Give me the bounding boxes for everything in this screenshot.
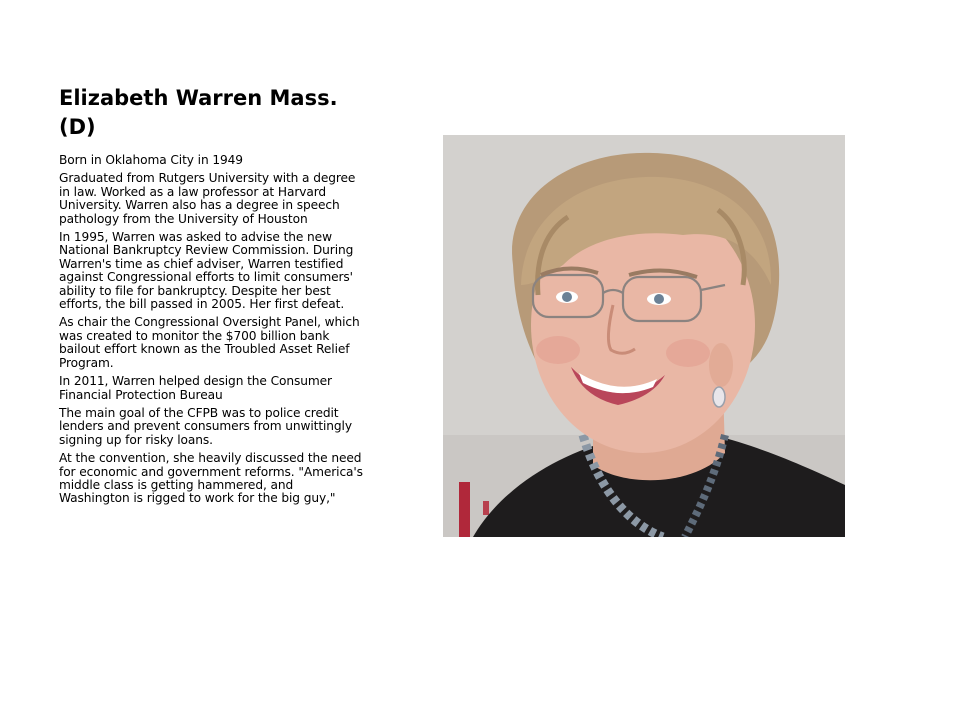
bullet-item: In 2011, Warren helped design the Consumer Financial Protection Bureau bbox=[59, 374, 332, 402]
portrait-illustration bbox=[443, 135, 845, 537]
bullet-item: Graduated from Rutgers University with a degree in law. Worked as a law professor at Harvard University. Warren also has a degree in speech pathology from the University of Houston bbox=[59, 171, 356, 226]
earring bbox=[713, 387, 725, 407]
slide-title: Elizabeth Warren Mass. (D) bbox=[59, 86, 338, 139]
bullet-item: As chair the Congressional Oversight Panel, which was created to monitor the $700 billion bank bailout effort known as the Troubled Asset Relief Program. bbox=[59, 315, 360, 370]
background-sign-mark bbox=[483, 501, 489, 515]
bullet-item: In 1995, Warren was asked to advise the new National Bankruptcy Review Commission. During Warren's time as chief adviser, Warren testified against Congressional efforts to limit consumers' ability to file for bankruptcy. Despite her best efforts, the bill passed in 2005. Her first defeat. bbox=[59, 230, 354, 312]
bullet-list bbox=[59, 154, 364, 511]
portrait-photo bbox=[443, 135, 845, 537]
bullet-item: Born in Oklahoma City in 1949 bbox=[59, 153, 243, 167]
background-sign-mark bbox=[459, 482, 470, 537]
bullet-item: The main goal of the CFPB was to police credit lenders and prevent consumers from unwittingly signing up for risky loans. bbox=[59, 405, 352, 447]
bullet-item: At the convention, she heavily discussed the need for economic and government reforms. "America's middle class is getting hammered, and Washington is rigged to work for the big guy," bbox=[59, 451, 363, 506]
